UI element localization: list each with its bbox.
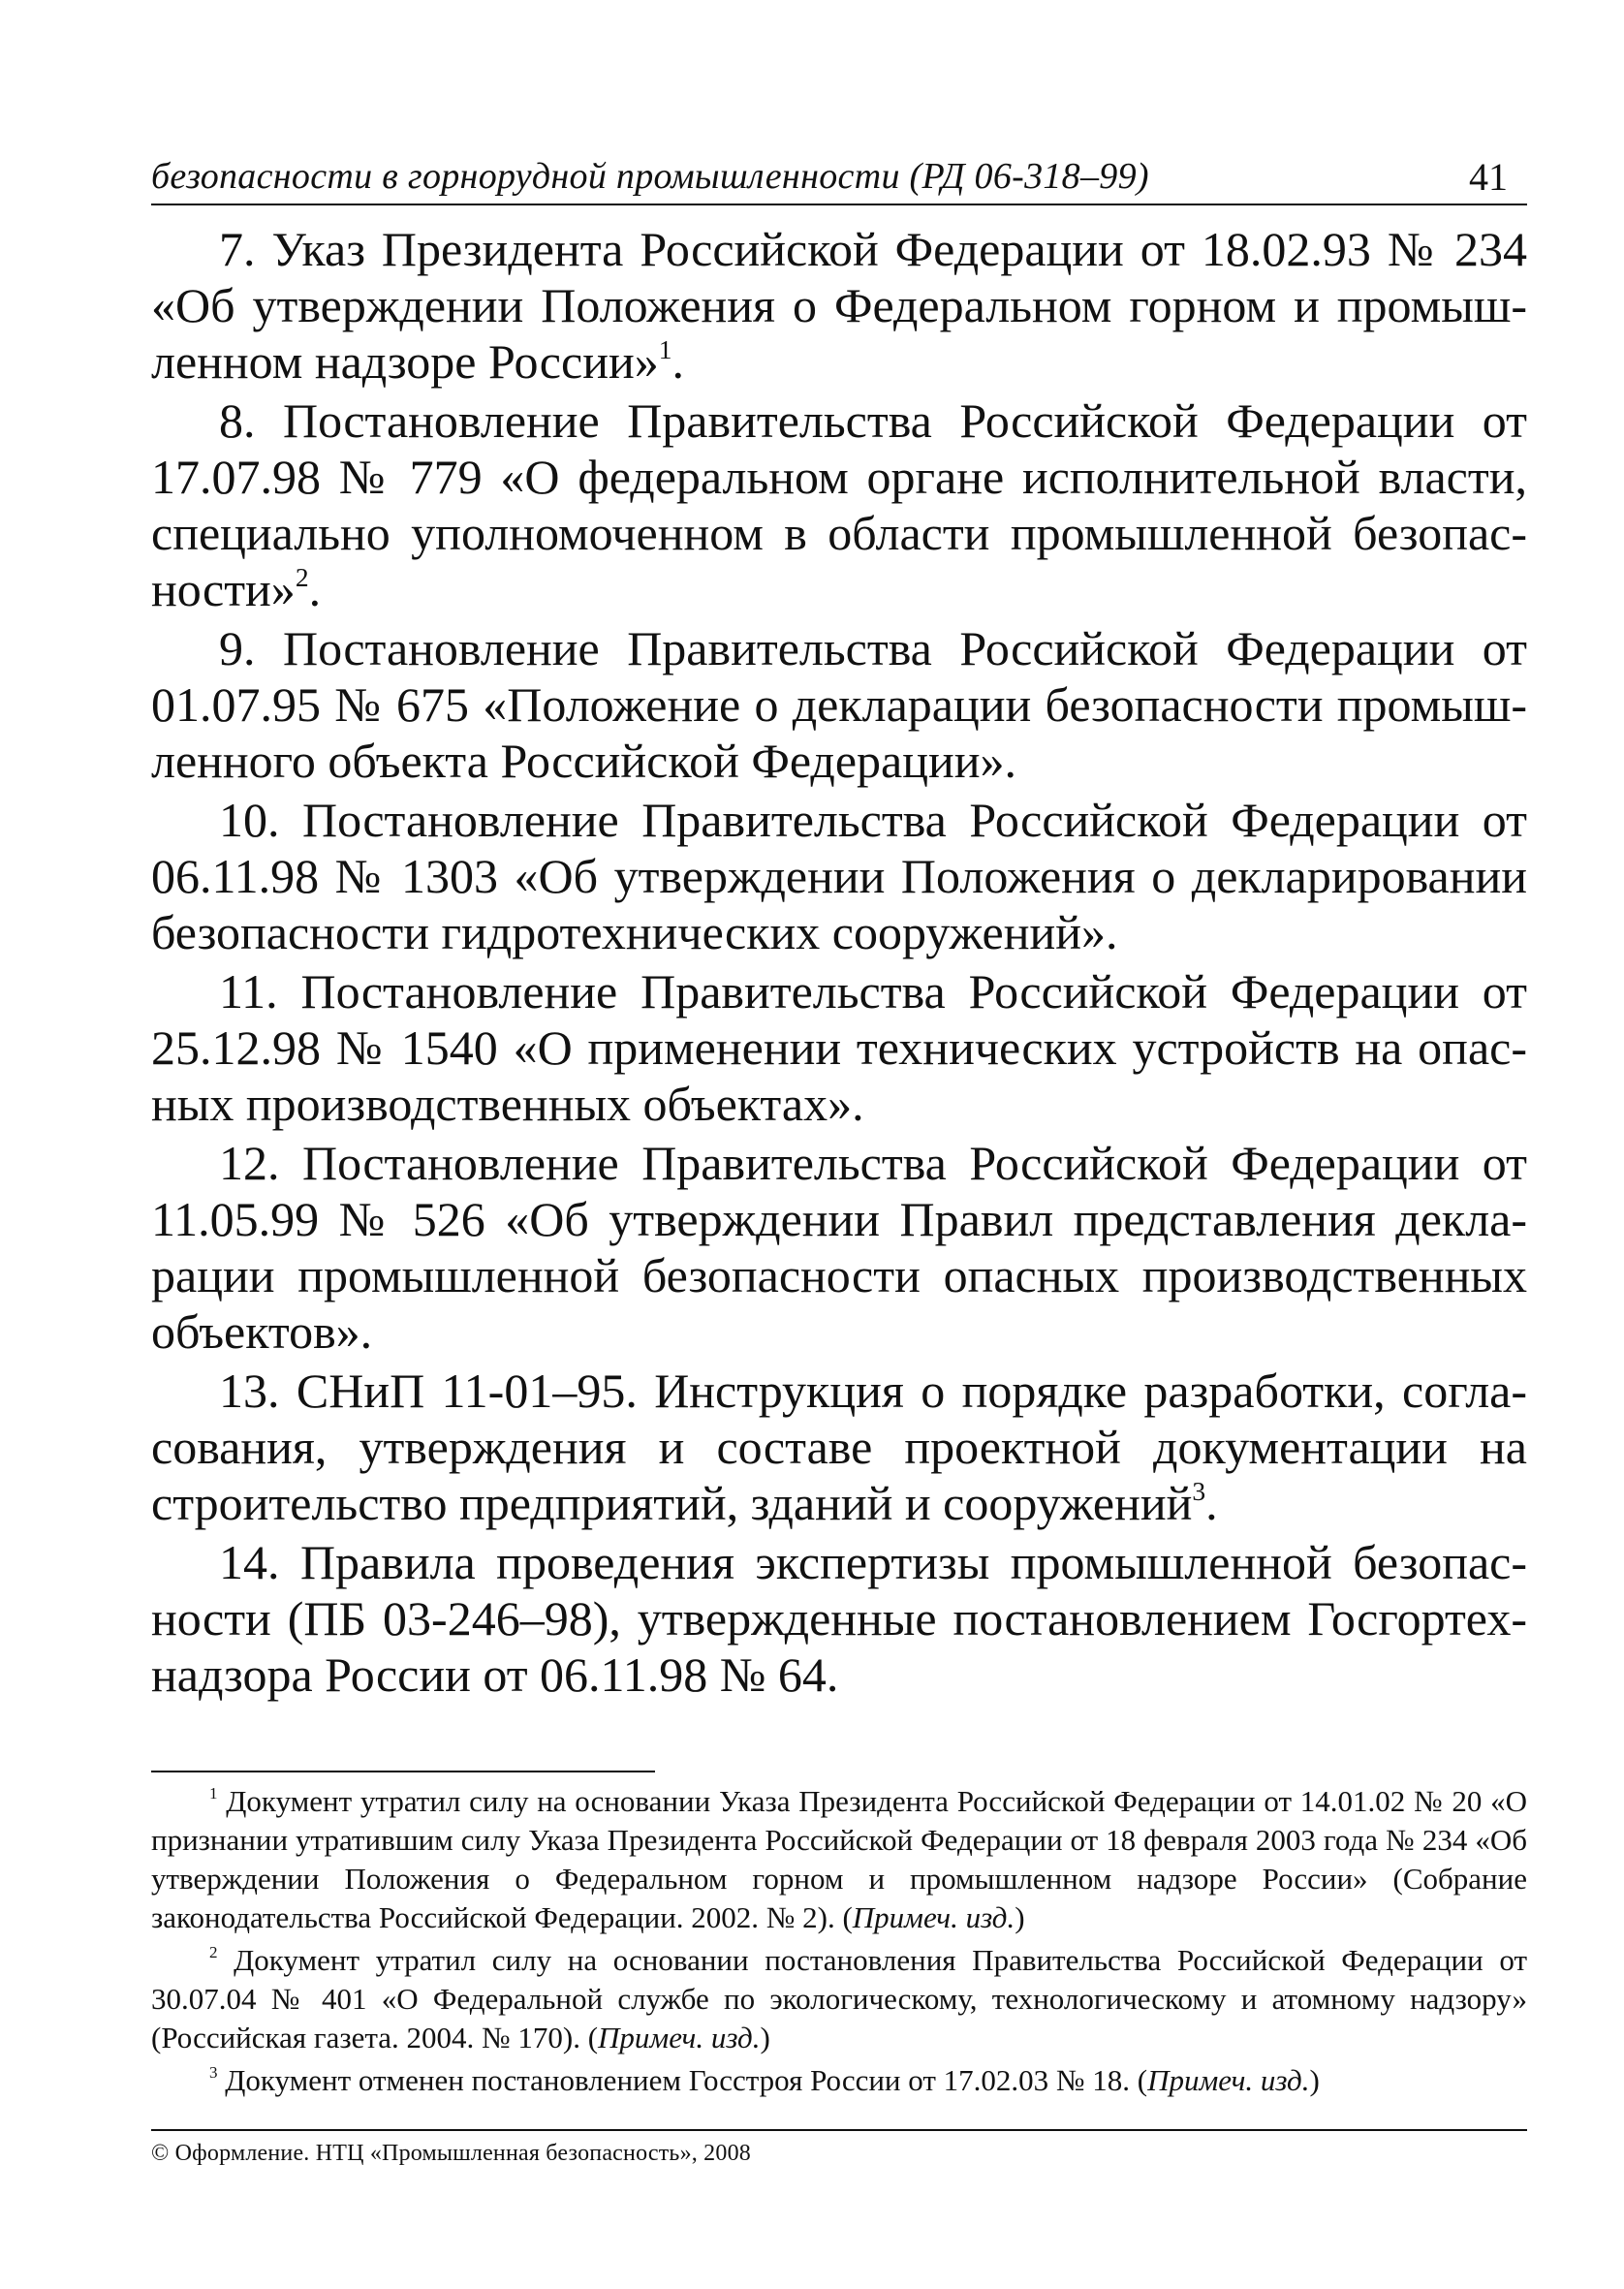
footnote-mark: 2 (209, 1942, 218, 1961)
footnote-3 (151, 2061, 1527, 2100)
reference-item-8 (151, 392, 1527, 617)
footnote-mark: 3 (209, 2062, 218, 2082)
editor-note: Примеч. изд. (852, 1900, 1015, 1934)
running-title: безопасности в горнорудной промышленности (РД 06-318–99) (151, 156, 1149, 197)
reference-text: 12. Постановление Правительства Российской Федерации от 11.05.99 № 526 «Об утверждении Правил представления декларации промышленной безопасности опасных производственных объектов». (151, 1136, 1527, 1359)
footnote-ref: 1 (658, 333, 672, 364)
footnote-mark: 1 (209, 1783, 218, 1803)
footnote-text: Документ утратил силу на основании постановления Правительства Российской Федерации от 30.07.04 № 401 «О Федеральной службе по экологическому, технологическому и атомному надзору» (Российская газета. 2004. № 170). ( (151, 1943, 1527, 2054)
document-page (151, 145, 1527, 2167)
reference-text: 14. Правила проведения экспертизы промышленной безопасности (ПБ 03-246–98), утвержденные постановлением Госгортехнадзора России от 06.11.98 № 64. (151, 1535, 1527, 1702)
running-header (151, 145, 1527, 205)
footnote-text: Документ отменен постановлением Госстроя России от 17.02.03 № 18. ( (217, 2063, 1148, 2097)
reference-item-13 (151, 1363, 1527, 1531)
reference-item-7 (151, 221, 1527, 390)
footnote-ref: 3 (1192, 1475, 1206, 1506)
reference-text: 10. Постановление Правительства Российской Федерации от 06.11.98 № 1303 «Об утверждении Положения о декларировании безопасности гидротехнических сооружений». (151, 793, 1527, 959)
editor-note: Примеч. изд. (598, 2021, 761, 2054)
footnote-tail: ) (1015, 1900, 1025, 1934)
reference-text: 13. СНиП 11-01–95. Инструкция о порядке разработки, согласования, утверждения и составе проектной документации на строительство предприятий, зданий и сооружений (151, 1364, 1527, 1530)
reference-item-12 (151, 1135, 1527, 1360)
footnote-2 (151, 1941, 1527, 2057)
footnote-text: Документ утратил силу на основании Указа Президента Российской Федерации от 14.01.02 № 20 «О признании утратившим силу Указа Президента Российской Федерации от 18 февраля 2003 года № 234 «Об утверждении Положения о Федеральном горном и промышленном надзоре России» (Собрание законодательства Российской Федерации. 2002. № 2). ( (151, 1784, 1527, 1934)
reference-list (151, 221, 1527, 1703)
footnote-tail: ) (1309, 2063, 1320, 2097)
reference-text: 8. Постановление Правительства Российской Федерации от 17.07.98 № 779 «О федеральном органе исполнительной власти, специально уполномоченном в области промышленной безопасности» (151, 393, 1527, 616)
reference-item-9 (151, 620, 1527, 789)
page-number: 41 (1469, 155, 1508, 199)
footnote-divider (151, 1771, 655, 1772)
reference-item-11 (151, 963, 1527, 1132)
editor-note: Примеч. изд. (1147, 2063, 1310, 2097)
footnote-ref: 2 (295, 561, 309, 592)
reference-tail: . (308, 562, 322, 616)
footnote-1 (151, 1782, 1527, 1937)
reference-item-10 (151, 792, 1527, 960)
footnotes (151, 1782, 1527, 2100)
footnote-tail: ) (760, 2021, 770, 2054)
reference-tail: . (671, 334, 684, 389)
reference-tail: . (1205, 1476, 1218, 1530)
reference-text: 11. Постановление Правительства Российской Федерации от 25.12.98 № 1540 «О применении технических устройств на опасных производственных объектах». (151, 964, 1527, 1131)
copyright-divider (151, 2129, 1527, 2131)
copyright-notice: © Оформление. НТЦ «Промышленная безопасность», 2008 (151, 2141, 751, 2166)
reference-item-14 (151, 1534, 1527, 1703)
reference-text: 7. Указ Президента Российской Федерации от 18.02.93 № 234 «Об утверждении Положения о Федеральном горном и промышленном надзоре России» (151, 222, 1527, 389)
reference-text: 9. Постановление Правительства Российской Федерации от 01.07.95 № 675 «Положение о декларации безопасности промышленного объекта Российской Федерации». (151, 621, 1527, 788)
